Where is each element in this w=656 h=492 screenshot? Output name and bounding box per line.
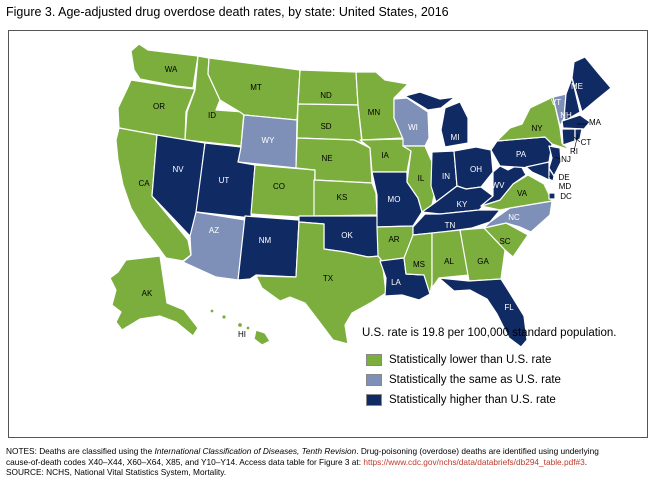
- notes-text: NOTES: Deaths are classified using the: [6, 446, 155, 456]
- label-wi: WI: [408, 123, 418, 133]
- label-me: ME: [571, 82, 583, 92]
- state-hi[interactable]: [254, 330, 270, 345]
- label-ok: OK: [341, 231, 353, 241]
- legend-item-higher: [366, 390, 561, 410]
- data-table-link[interactable]: https://www.cdc.gov/nchs/data/databriefs/db294_table.pdf#3: [363, 456, 585, 467]
- label-md: MD: [558, 182, 572, 192]
- legend-swatch-lower: [366, 354, 382, 366]
- legend-label-lower: Statistically lower than U.S. rate: [389, 354, 552, 366]
- state-co[interactable]: [251, 165, 315, 218]
- notes-icd-title: International Classification of Diseases, Tenth Revision: [154, 446, 357, 456]
- label-ri: RI: [570, 147, 578, 157]
- label-wv: WV: [491, 181, 505, 191]
- label-vt: VT: [550, 98, 562, 108]
- legend-label-same: Statistically the same as U.S. rate: [389, 374, 561, 386]
- label-ny: NY: [531, 124, 543, 134]
- state-hi-islands[interactable]: [210, 309, 214, 313]
- label-de: DE: [558, 173, 570, 183]
- label-ct: CT: [580, 138, 592, 148]
- source-note: SOURCE: NCHS, National Vital Statistics System, Mortality.: [6, 467, 227, 477]
- label-oh: OH: [470, 165, 482, 175]
- label-tx: TX: [322, 274, 334, 284]
- label-hi: HI: [238, 330, 246, 340]
- label-mi: MI: [450, 133, 460, 143]
- label-ky: KY: [456, 200, 468, 210]
- label-nh: NH: [560, 111, 572, 121]
- label-sc: SC: [499, 237, 511, 247]
- label-ne: NE: [321, 154, 333, 164]
- label-ut: UT: [218, 176, 230, 186]
- label-nd: ND: [320, 91, 332, 101]
- label-sd: SD: [320, 122, 332, 132]
- label-ar: AR: [388, 235, 400, 245]
- label-ak: AK: [141, 289, 153, 299]
- label-va: VA: [516, 189, 528, 199]
- label-nv: NV: [172, 165, 184, 175]
- label-pa: PA: [515, 150, 527, 160]
- legend-item-lower: [366, 350, 561, 370]
- label-wa: WA: [164, 65, 178, 75]
- label-tn: TN: [444, 221, 456, 231]
- legend-swatch-higher: [366, 394, 382, 406]
- legend-label-higher: Statistically higher than U.S. rate: [389, 394, 556, 406]
- legend-swatch-same: [366, 374, 382, 386]
- label-ks: KS: [336, 193, 348, 203]
- label-la: LA: [391, 278, 401, 288]
- state-ct[interactable]: [562, 129, 575, 145]
- notes-text: .: [584, 456, 588, 467]
- label-fl: FL: [504, 303, 514, 313]
- label-ca: CA: [138, 179, 150, 189]
- state-hi-islands[interactable]: [246, 326, 250, 330]
- label-il: IL: [417, 174, 425, 184]
- label-or: OR: [153, 102, 165, 112]
- state-ak[interactable]: [110, 256, 198, 336]
- label-mn: MN: [367, 108, 381, 118]
- label-in: IN: [442, 172, 450, 182]
- label-mt: MT: [250, 83, 262, 93]
- label-al: AL: [444, 257, 454, 267]
- label-wy: WY: [261, 136, 275, 146]
- label-ga: GA: [477, 257, 489, 267]
- label-ms: MS: [413, 260, 425, 270]
- label-id: ID: [208, 111, 216, 121]
- notes-text: cause-of-death codes X40–X44, X60–X64, X85, and Y10–Y14. Access data table for Figure 3 at:: [6, 456, 364, 467]
- label-ma: MA: [589, 118, 601, 128]
- label-mo: MO: [387, 195, 401, 205]
- label-co: CO: [273, 182, 285, 192]
- label-az: AZ: [208, 226, 220, 236]
- notes-text: . Drug-poisoning (overdose) deaths are identified using underlying: [356, 446, 599, 456]
- us-rate-note: U.S. rate is 19.8 per 100,000 standard population.: [362, 327, 617, 339]
- state-hi-islands[interactable]: [238, 323, 243, 328]
- legend-item-same: [366, 370, 561, 390]
- state-hi-islands[interactable]: [222, 315, 226, 319]
- label-dc: DC: [560, 192, 572, 202]
- state-nm[interactable]: [238, 216, 299, 280]
- label-nj: NJ: [561, 155, 571, 165]
- figure-notes: [6, 446, 652, 478]
- legend: [366, 350, 561, 410]
- label-nm: NM: [258, 236, 272, 246]
- figure-title: Figure 3. Age-adjusted drug overdose death rates, by state: United States, 2016: [6, 5, 449, 19]
- label-ia: IA: [381, 151, 389, 161]
- state-dc[interactable]: [549, 193, 555, 199]
- label-nc: NC: [508, 213, 520, 223]
